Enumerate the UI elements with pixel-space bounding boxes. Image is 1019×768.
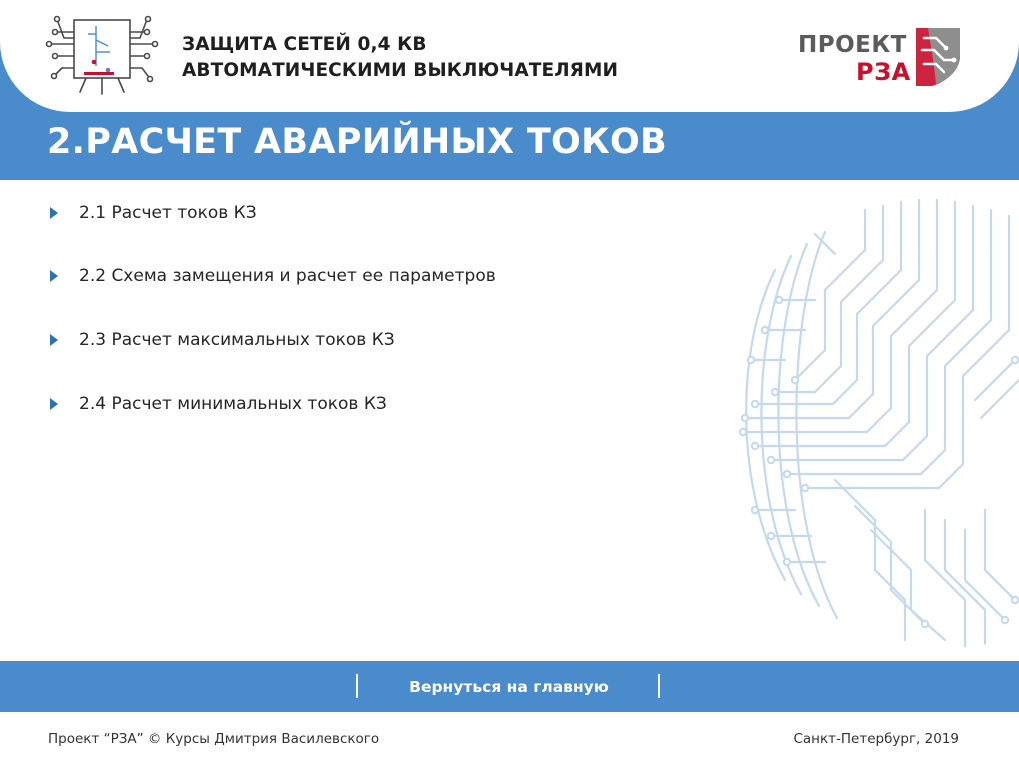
menu-item-2-2[interactable] — [48, 263, 496, 289]
brand-name-bottom: РЗА — [856, 58, 911, 86]
footer-location-year: Санкт-Петербург, 2019 — [793, 731, 959, 747]
brand-name-top: ПРОЕКТ — [798, 32, 907, 58]
triangle-bullet-icon — [50, 334, 58, 346]
triangle-bullet-icon — [50, 207, 58, 219]
footer-copyright: Проект “РЗА” © Курсы Дмитрия Василевского — [48, 731, 380, 747]
course-title-line1: ЗАЩИТА СЕТЕЙ 0,4 КВ — [182, 34, 427, 55]
menu-item-2-4[interactable] — [48, 391, 387, 417]
menu-item-label: 2.4 Расчет минимальных токов КЗ — [79, 394, 387, 414]
menu-item-2-1[interactable] — [48, 200, 257, 226]
triangle-bullet-icon — [50, 398, 58, 410]
course-title-line2: АВТОМАТИЧЕСКИМИ ВЫКЛЮЧАТЕЛЯМИ — [182, 60, 619, 81]
brand-logo — [794, 22, 964, 92]
section-title: 2.РАСЧЕТ АВАРИЙНЫХ ТОКОВ — [47, 122, 668, 162]
triangle-bullet-icon — [50, 270, 58, 282]
circuit-chip-icon — [44, 12, 162, 96]
course-title — [182, 32, 618, 84]
nav-divider — [658, 674, 660, 698]
header — [0, 0, 1019, 112]
menu-item-2-3[interactable] — [48, 327, 395, 353]
menu-item-label: 2.2 Схема замещения и расчет ее параметров — [79, 266, 496, 286]
nav-divider — [356, 674, 358, 698]
circuit-globe-illustration — [715, 190, 1019, 650]
back-to-main-button[interactable]: Вернуться на главную — [409, 677, 609, 696]
bottom-nav-bar — [0, 661, 1019, 712]
menu-item-label: 2.3 Расчет максимальных токов КЗ — [79, 330, 395, 350]
menu-item-label: 2.1 Расчет токов КЗ — [79, 203, 257, 223]
